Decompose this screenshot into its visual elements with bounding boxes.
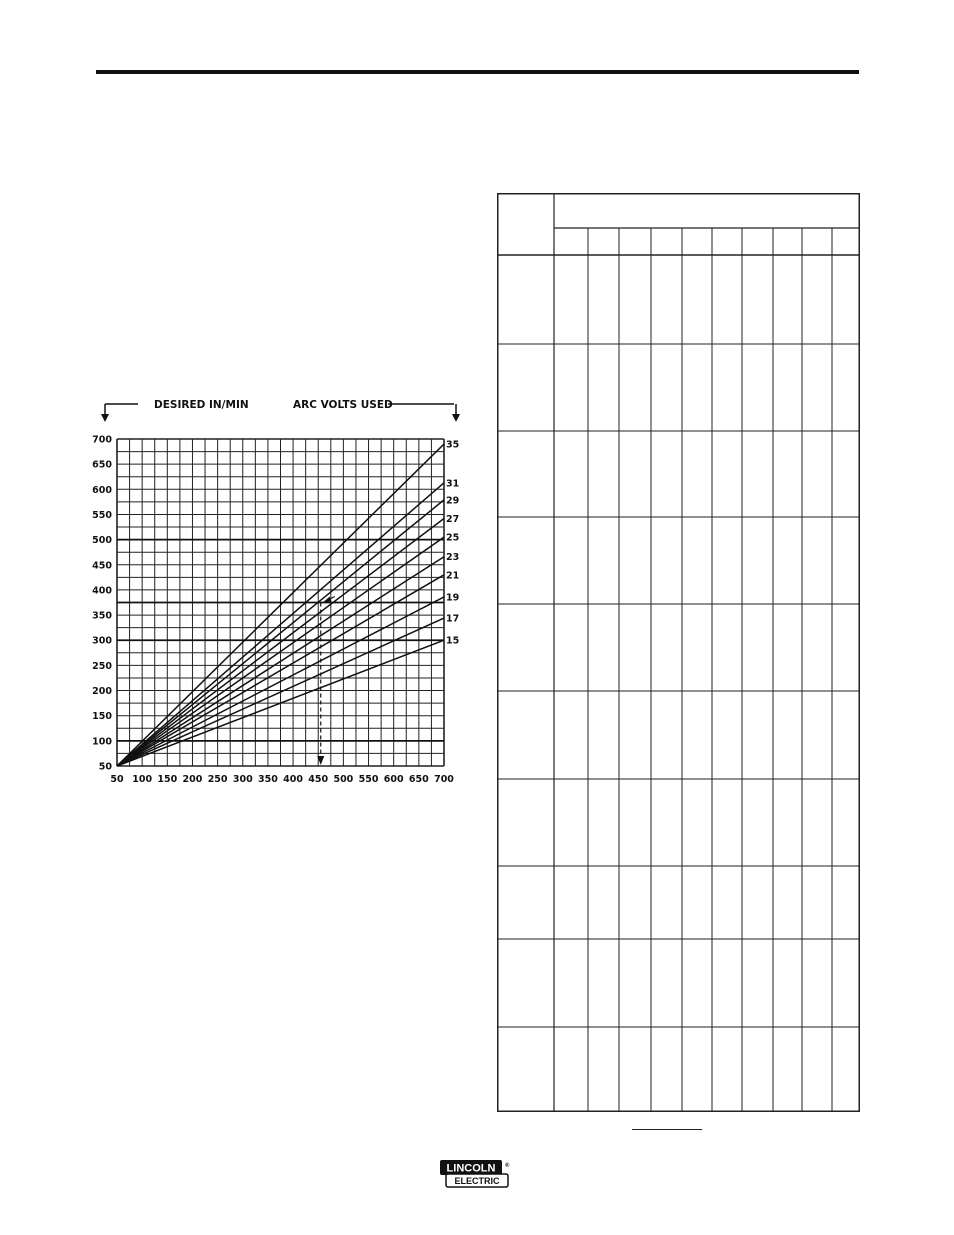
x-tick-label: 300 <box>232 774 253 785</box>
x-tick-label: 100 <box>132 774 153 785</box>
logo-registered: ® <box>505 1163 510 1169</box>
x-tick-label: 400 <box>283 774 303 785</box>
logo-line1: LINCOLN <box>446 1162 496 1175</box>
y-tick-label: 350 <box>92 610 112 622</box>
y-tick-label: 50 <box>98 761 112 773</box>
y-tick-label: 150 <box>92 711 112 723</box>
y-tick-label: 650 <box>92 459 112 471</box>
series-label-17: 17 <box>446 613 460 625</box>
series-label-25: 25 <box>446 532 460 544</box>
chart-header <box>101 399 460 422</box>
y-tick-label: 400 <box>92 585 112 597</box>
y-tick-label: 600 <box>92 484 112 496</box>
series-label-21: 21 <box>446 570 460 582</box>
x-tick-label: 550 <box>358 774 379 785</box>
series-label-35: 35 <box>446 439 460 451</box>
series-label-19: 19 <box>446 592 460 604</box>
series-label-31: 31 <box>446 478 460 490</box>
y-tick-label: 550 <box>92 509 112 521</box>
y-tick-label: 500 <box>92 535 112 547</box>
lincoln-electric-logo <box>440 1160 512 1190</box>
data-table-grid <box>497 193 860 1112</box>
x-tick-label: 450 <box>308 774 329 785</box>
x-axis-tick-labels <box>110 774 454 785</box>
x-tick-label: 250 <box>207 774 228 785</box>
footer-rule <box>632 1129 702 1130</box>
series-label-15: 15 <box>446 635 460 647</box>
y-axis-tick-labels <box>92 435 112 773</box>
y-tick-label: 450 <box>92 560 112 572</box>
y-tick-label: 200 <box>92 686 112 698</box>
x-tick-label: 600 <box>383 774 404 785</box>
y-tick-label: 700 <box>92 434 112 446</box>
chart-header-right: ARC VOLTS USED <box>293 399 393 411</box>
series-labels <box>446 440 459 647</box>
x-tick-label: 200 <box>182 774 203 785</box>
y-tick-label: 250 <box>92 660 112 672</box>
top-rule <box>96 70 859 74</box>
wire-speed-chart <box>80 392 470 790</box>
x-tick-label: 50 <box>110 774 124 785</box>
x-tick-label: 650 <box>408 774 429 785</box>
x-tick-label: 350 <box>258 774 278 785</box>
x-tick-label: 700 <box>434 774 454 785</box>
y-tick-label: 300 <box>92 635 112 647</box>
x-tick-label: 150 <box>157 774 178 785</box>
series-label-27: 27 <box>446 513 460 525</box>
chart-header-left: DESIRED IN/MIN <box>154 399 249 411</box>
logo-line2: ELECTRIC <box>454 1176 500 1186</box>
x-tick-label: 500 <box>333 774 354 785</box>
series-label-23: 23 <box>446 552 460 564</box>
y-tick-label: 100 <box>92 736 112 748</box>
series-label-29: 29 <box>446 495 460 507</box>
